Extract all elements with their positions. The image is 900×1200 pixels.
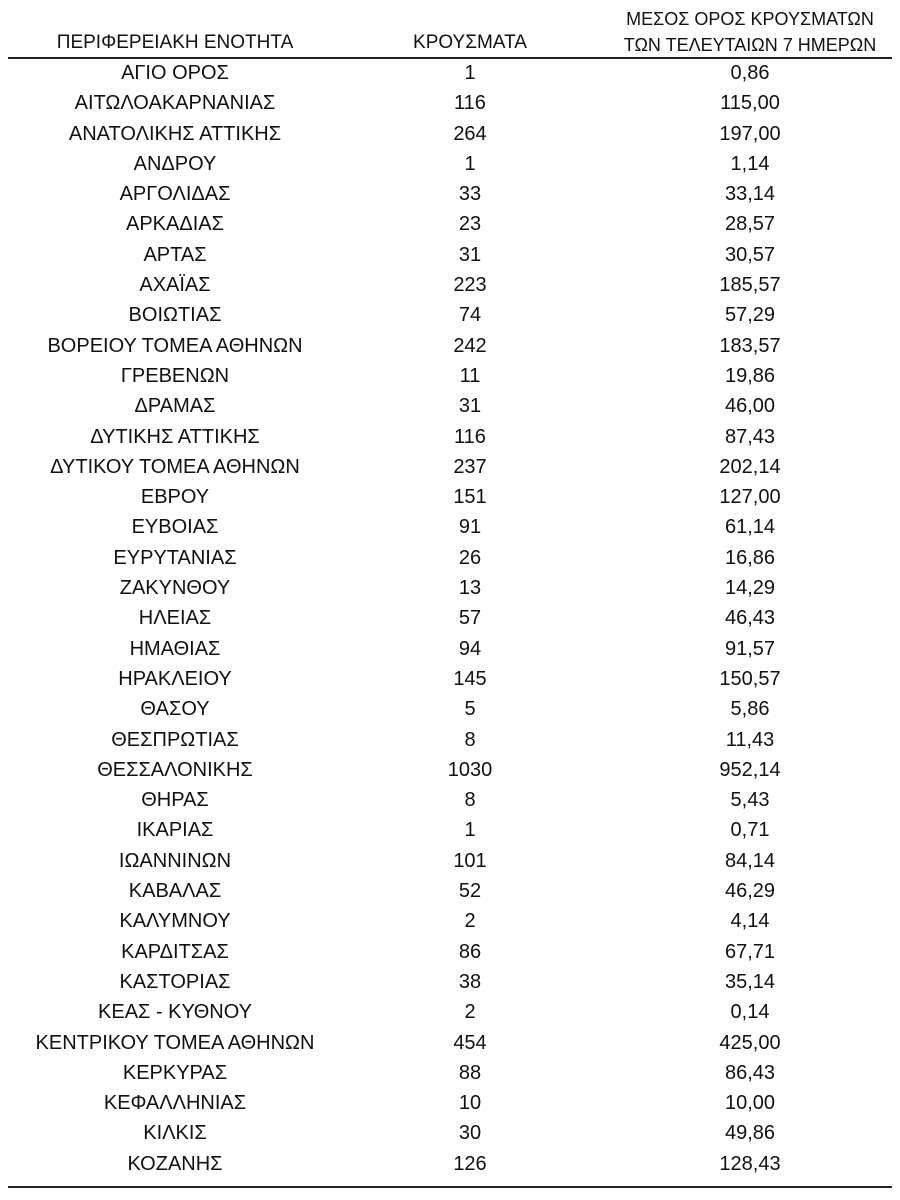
average-cell: 46,29 [724,880,776,903]
region-cell: ΑΙΤΩΛΟΑΚΑΡΝΑΝΙΑΣ [74,92,276,115]
table-row [0,1149,900,1179]
cases-cell: 57 [458,607,482,630]
table-row [0,240,900,270]
region-cell: ΑΧΑΪΑΣ [139,274,211,297]
table-row [0,603,900,633]
average-cell: 115,00 [720,92,780,115]
region-cell: ΚΕΝΤΡΙΚΟΥ ΤΟΜΕΑ ΑΘΗΝΩΝ [35,1031,315,1054]
region-cell: ΑΝΔΡΟΥ [133,152,217,175]
region-cell: ΚΕΦΑΛΛΗΝΙΑΣ [103,1092,247,1115]
region-cell: ΘΕΣΠΡΩΤΙΑΣ [111,728,239,751]
table-row [0,1088,900,1118]
table-row [0,512,900,542]
table-row [0,694,900,724]
average-cell: 11,43 [725,728,775,751]
region-cell: ΗΜΑΘΙΑΣ [129,637,221,660]
cases-cell: 1030 [447,758,493,781]
region-cell: ΔΥΤΙΚΗΣ ΑΤΤΙΚΗΣ [90,425,260,448]
average-cell: 28,57 [724,213,776,236]
average-cell: 84,14 [724,849,776,872]
region-cell: ΙΚΑΡΙΑΣ [136,819,214,842]
cases-cell: 145 [453,667,487,690]
cases-cell: 8 [464,789,476,812]
table-row [0,452,900,482]
cases-cell: 5 [464,698,476,721]
cases-cell: 86 [458,940,482,963]
table-row [0,179,900,209]
region-cell: ΘΑΣΟΥ [140,698,210,721]
cases-cell: 31 [458,395,482,418]
cases-cell: 8 [464,728,476,751]
cases-cell: 23 [458,213,482,236]
table-row [0,1118,900,1148]
cases-cell: 2 [464,1001,476,1024]
average-cell: 0,14 [730,1001,770,1024]
table-row [0,967,900,997]
table-row [0,543,900,573]
region-cell: ΑΓΙΟ ΟΡΟΣ [121,62,229,84]
cases-cell: 91 [458,516,482,539]
table-row [0,725,900,755]
table-row [0,331,900,361]
region-cell: ΒΟΙΩΤΙΑΣ [128,304,222,327]
average-cell: 35,14 [724,970,776,993]
average-cell: 57,29 [724,304,776,327]
table-row [0,300,900,330]
average-cell: 425,00 [719,1031,781,1054]
cases-cell: 1 [464,62,476,84]
cases-cell: 101 [453,849,487,872]
table-row [0,937,900,967]
table-row [0,149,900,179]
region-cell: ΑΡΓΟΛΙΔΑΣ [119,183,231,206]
region-cell: ΚΑΣΤΟΡΙΑΣ [119,970,231,993]
region-cell: ΗΡΑΚΛΕΙΟΥ [118,667,232,690]
cases-cell: 223 [453,274,487,297]
average-cell: 86,43 [724,1061,776,1084]
region-cell: ΓΡΕΒΕΝΩΝ [120,364,230,387]
average-cell: 61,14 [724,516,776,539]
table-row [0,1028,900,1058]
region-cell: ΚΕΑΣ - ΚΥΘΝΟΥ [98,1001,252,1024]
average-cell: 202,14 [719,455,781,478]
table-row [0,88,900,118]
cases-cell: 242 [453,334,487,357]
average-cell: 1,14 [730,152,770,175]
cases-cell: 94 [458,637,482,660]
region-cell: ΗΛΕΙΑΣ [138,607,212,630]
average-cell: 87,43 [724,425,776,448]
table-row [0,997,900,1027]
average-cell: 30,57 [724,243,776,266]
cases-cell: 26 [458,546,482,569]
table-body [0,58,900,1179]
region-cell: ΚΑΛΥΜΝΟΥ [119,910,231,933]
average-cell: 4,14 [730,910,770,933]
header-avg-line2: ΤΩΝ ΤΕΛΕΥΤΑΙΩΝ 7 ΗΜΕΡΩΝ [623,35,877,55]
table-row [0,361,900,391]
cases-cell: 88 [458,1061,482,1084]
cases-cell: 74 [458,304,482,327]
average-cell: 16,86 [724,546,776,569]
average-cell: 91,57 [724,637,776,660]
average-cell: 14,29 [724,577,776,600]
cases-cell: 31 [458,243,482,266]
table-row [0,58,900,88]
average-cell: 0,71 [730,819,770,842]
cases-cell: 454 [453,1031,487,1054]
table-row [0,846,900,876]
average-cell: 67,71 [724,940,776,963]
average-cell: 197,00 [719,122,781,145]
region-cell: ΘΗΡΑΣ [141,789,209,812]
cases-cell: 13 [458,577,482,600]
region-cell: ΒΟΡΕΙΟΥ ΤΟΜΕΑ ΑΘΗΝΩΝ [47,334,303,357]
average-cell: 185,57 [719,274,781,297]
table-row [0,634,900,664]
region-cell: ΕΥΒΟΙΑΣ [131,516,219,539]
cases-cell: 33 [458,183,482,206]
region-cell: ΚΕΡΚΥΡΑΣ [122,1061,228,1084]
header-avg-line1: ΜΕΣΟΣ ΟΡΟΣ ΚΡΟΥΣΜΑΤΩΝ [626,9,874,29]
average-cell: 33,14 [724,183,776,206]
cases-cell: 52 [458,880,482,903]
cases-cell: 126 [453,1152,487,1175]
cases-cell: 38 [458,970,482,993]
average-cell: 0,86 [730,62,770,84]
cases-cell: 116 [454,92,486,115]
cases-cell: 2 [464,910,476,933]
region-cell: ΚΑΒΑΛΑΣ [128,880,222,903]
cases-cell: 237 [453,455,487,478]
cases-cell: 264 [453,122,487,145]
average-cell: 183,57 [719,334,781,357]
average-cell: 127,00 [719,486,781,509]
header-cases: ΚΡΟΥΣΜΑΤΑ [413,32,527,53]
average-cell: 19,86 [724,364,776,387]
region-cell: ΚΑΡΔΙΤΣΑΣ [121,940,229,963]
average-cell: 150,57 [719,667,781,690]
region-cell: ΚΟΖΑΝΗΣ [127,1152,223,1175]
table-row [0,119,900,149]
table-row [0,209,900,239]
region-cell: ΘΕΣΣΑΛΟΝΙΚΗΣ [97,758,253,781]
average-cell: 5,86 [730,698,770,721]
average-cell: 952,14 [719,758,781,781]
average-cell: 10,00 [724,1092,776,1115]
average-cell: 128,43 [719,1152,781,1175]
cases-cell: 1 [464,152,476,175]
average-cell: 46,43 [724,607,776,630]
region-cell: ΔΡΑΜΑΣ [134,395,216,418]
region-cell: ΕΒΡΟΥ [140,486,210,509]
region-cell: ΖΑΚΥΝΘΟΥ [119,577,231,600]
table-row [0,422,900,452]
region-cell: ΚΙΛΚΙΣ [143,1122,207,1145]
average-cell: 5,43 [730,789,770,812]
table-row [0,755,900,785]
table-row [0,785,900,815]
table-row [0,482,900,512]
header-region: ΠΕΡΙΦΕΡΕΙΑΚΗ ΕΝΟΤΗΤΑ [56,32,294,53]
cases-cell: 30 [458,1122,482,1145]
cases-cell: 11 [459,364,481,387]
table-row [0,664,900,694]
region-cell: ΕΥΡΥΤΑΝΙΑΣ [113,546,237,569]
region-cell: ΑΡΚΑΔΙΑΣ [126,213,224,236]
header-seven-day-average [600,6,900,58]
table-row [0,1058,900,1088]
footer-divider [8,1186,892,1188]
table-row [0,815,900,845]
cases-cell: 116 [454,425,486,448]
average-cell: 46,00 [724,395,776,418]
average-cell: 49,86 [724,1122,776,1145]
table-row [0,876,900,906]
region-cell: ΙΩΑΝΝΙΝΩΝ [118,849,232,872]
table-header [0,0,900,58]
table-row [0,270,900,300]
table-row [0,573,900,603]
region-cell: ΑΡΤΑΣ [143,243,207,266]
table-row [0,391,900,421]
cases-cell: 1 [464,819,476,842]
region-cell: ΔΥΤΙΚΟΥ ΤΟΜΕΑ ΑΘΗΝΩΝ [50,455,300,478]
table-row [0,906,900,936]
cases-cell: 151 [453,486,487,509]
region-cell: ΑΝΑΤΟΛΙΚΗΣ ΑΤΤΙΚΗΣ [68,122,282,145]
cases-cell: 10 [458,1092,482,1115]
